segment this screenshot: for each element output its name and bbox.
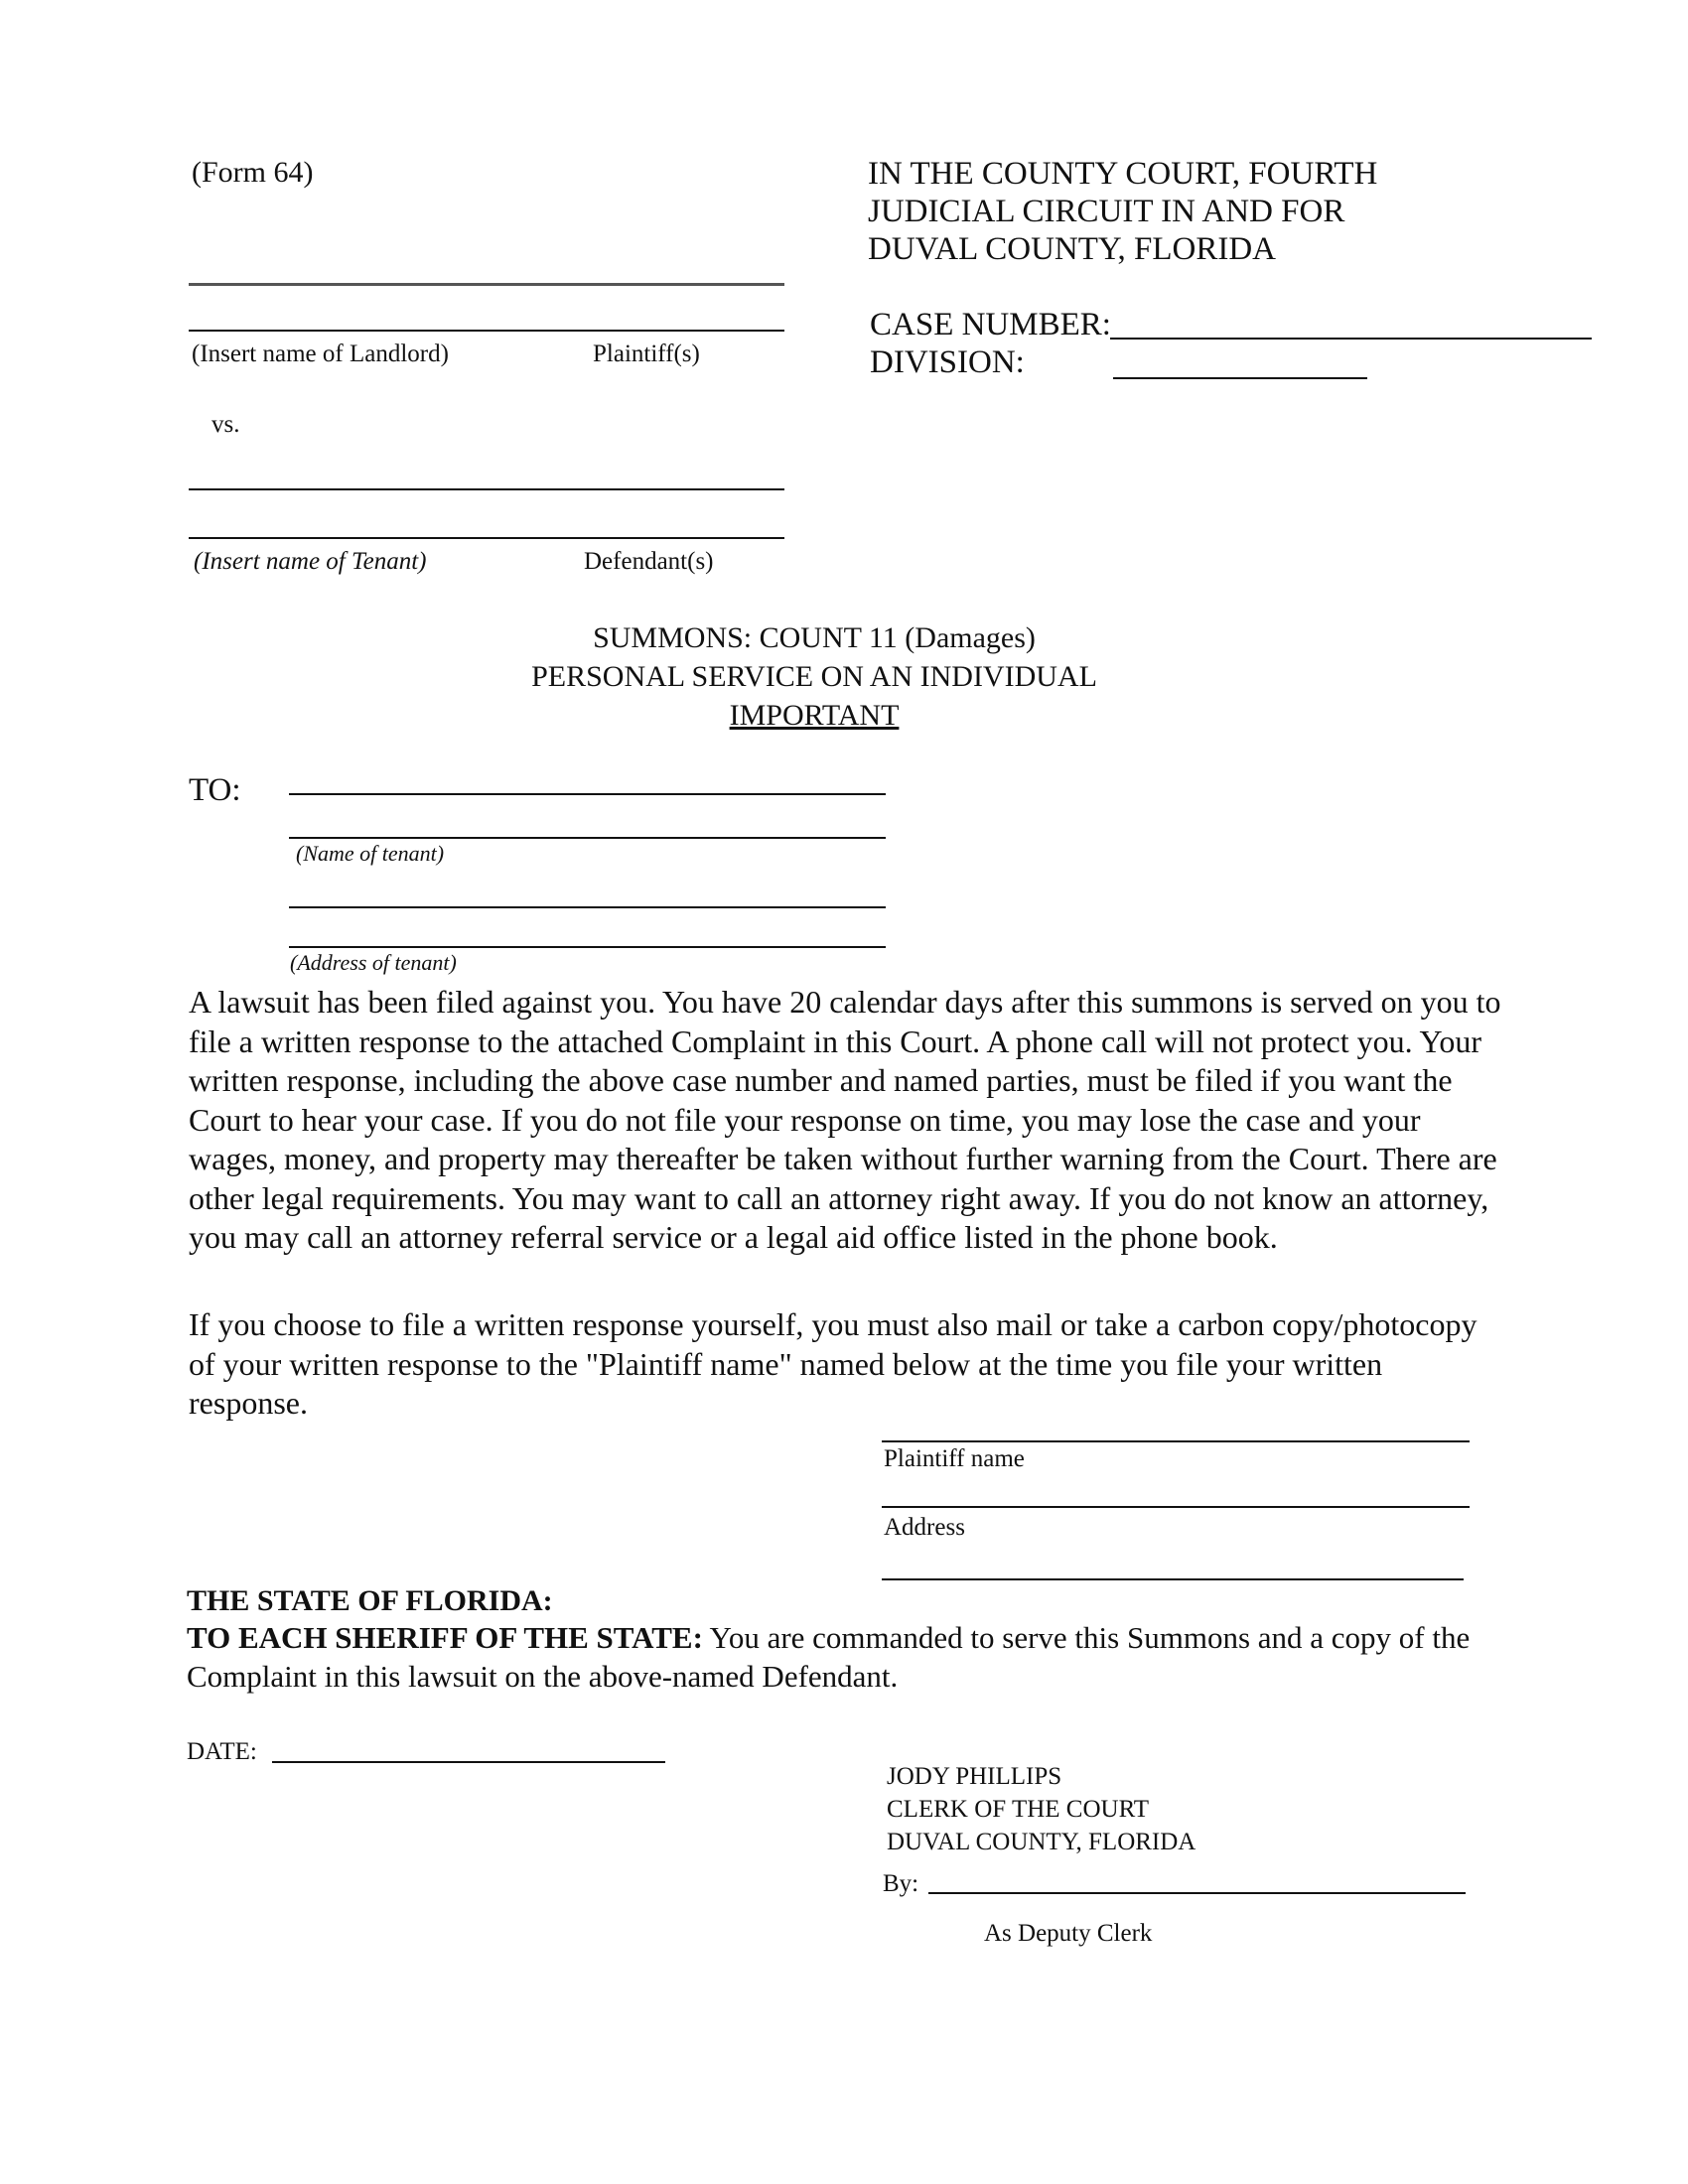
by-label: By: <box>883 1870 919 1897</box>
sheriff-heading: TO EACH SHERIFF OF THE STATE: <box>187 1620 703 1655</box>
plaintiff-address-line-2[interactable] <box>882 1578 1464 1580</box>
service-title: PERSONAL SERVICE ON AN INDIVIDUAL <box>531 660 1097 693</box>
summons-title: SUMMONS: COUNT 11 (Damages) <box>593 621 1036 654</box>
to-label: TO: <box>189 772 241 808</box>
important-title: IMPORTANT <box>729 699 900 732</box>
sheriff-command <box>187 1618 1517 1696</box>
plaintiff-address-label: Address <box>884 1514 965 1541</box>
tenant-name-field[interactable] <box>289 837 886 839</box>
tenant-address-hint: (Address of tenant) <box>290 950 457 975</box>
tenant-name-hint: (Name of tenant) <box>296 841 445 866</box>
court-line-1: IN THE COUNTY COURT, FOURTH <box>868 156 1378 192</box>
deputy-clerk-label: As Deputy Clerk <box>984 1920 1153 1947</box>
defendant-name-hint: (Insert name of Tenant) <box>194 548 427 575</box>
clerk-county: DUVAL COUNTY, FLORIDA <box>887 1829 1196 1855</box>
tenant-address-field[interactable] <box>289 946 886 948</box>
notice-paragraph-2: If you choose to file a written response yourself, you must also mail or take a carbon copy/photocopy of your written response to the "Plaintiff name" named below at the time you file your written response. <box>189 1306 1477 1421</box>
versus-label: vs. <box>211 411 240 438</box>
plaintiff-role-label: Plaintiff(s) <box>593 341 700 367</box>
sheriff-text: You are commanded to serve this Summons and a copy of the Complaint in this lawsuit on the above-named Defendant. <box>187 1620 1471 1694</box>
plaintiff-name-label: Plaintiff name <box>884 1445 1025 1472</box>
defendant-role-label: Defendant(s) <box>584 548 714 575</box>
defendant-line-top[interactable] <box>189 488 784 490</box>
division-label: DIVISION: <box>870 344 1025 380</box>
to-line-1[interactable] <box>289 793 886 795</box>
plaintiff-name-signature-field[interactable] <box>882 1440 1470 1442</box>
deputy-signature-field[interactable] <box>928 1892 1466 1894</box>
clerk-name: JODY PHILLIPS <box>887 1763 1062 1790</box>
clerk-title: CLERK OF THE COURT <box>887 1796 1150 1823</box>
date-label: DATE: <box>187 1738 257 1765</box>
important-title-wrap <box>0 697 1628 735</box>
date-field[interactable] <box>272 1761 665 1763</box>
notice-paragraph-1: A lawsuit has been filed against you. You have 20 calendar days after this summons is served on you to file a written response to the attached Complaint in this Court. A phone call will not protect you. Your written response, including the above case number and named parties, must be filed if you want the Court to hear your case. If you do not file your response on time, you may lose the case and your wages, money, and property may thereafter be taken without further warning from the Court. There are other legal requirements. You may want to call an attorney right away. If you do not know an attorney, you may call an attorney referral service or a legal aid office listed in the phone book. <box>189 984 1501 1255</box>
defendant-name-field[interactable] <box>189 537 784 539</box>
case-number-label: CASE NUMBER: <box>870 307 1111 342</box>
form-label: (Form 64) <box>192 156 314 189</box>
court-line-2: JUDICIAL CIRCUIT IN AND FOR <box>868 194 1345 229</box>
tenant-address-line-1[interactable] <box>289 906 886 908</box>
state-heading: THE STATE OF FLORIDA: <box>187 1584 553 1617</box>
plaintiff-name-field[interactable] <box>189 330 784 332</box>
plaintiff-name-hint: (Insert name of Landlord) <box>192 341 449 367</box>
plaintiff-address-field[interactable] <box>882 1506 1470 1508</box>
court-line-3: DUVAL COUNTY, FLORIDA <box>868 231 1277 267</box>
division-field[interactable] <box>1113 377 1367 379</box>
plaintiff-line-top[interactable] <box>189 283 784 286</box>
case-number-field[interactable] <box>1110 338 1592 340</box>
